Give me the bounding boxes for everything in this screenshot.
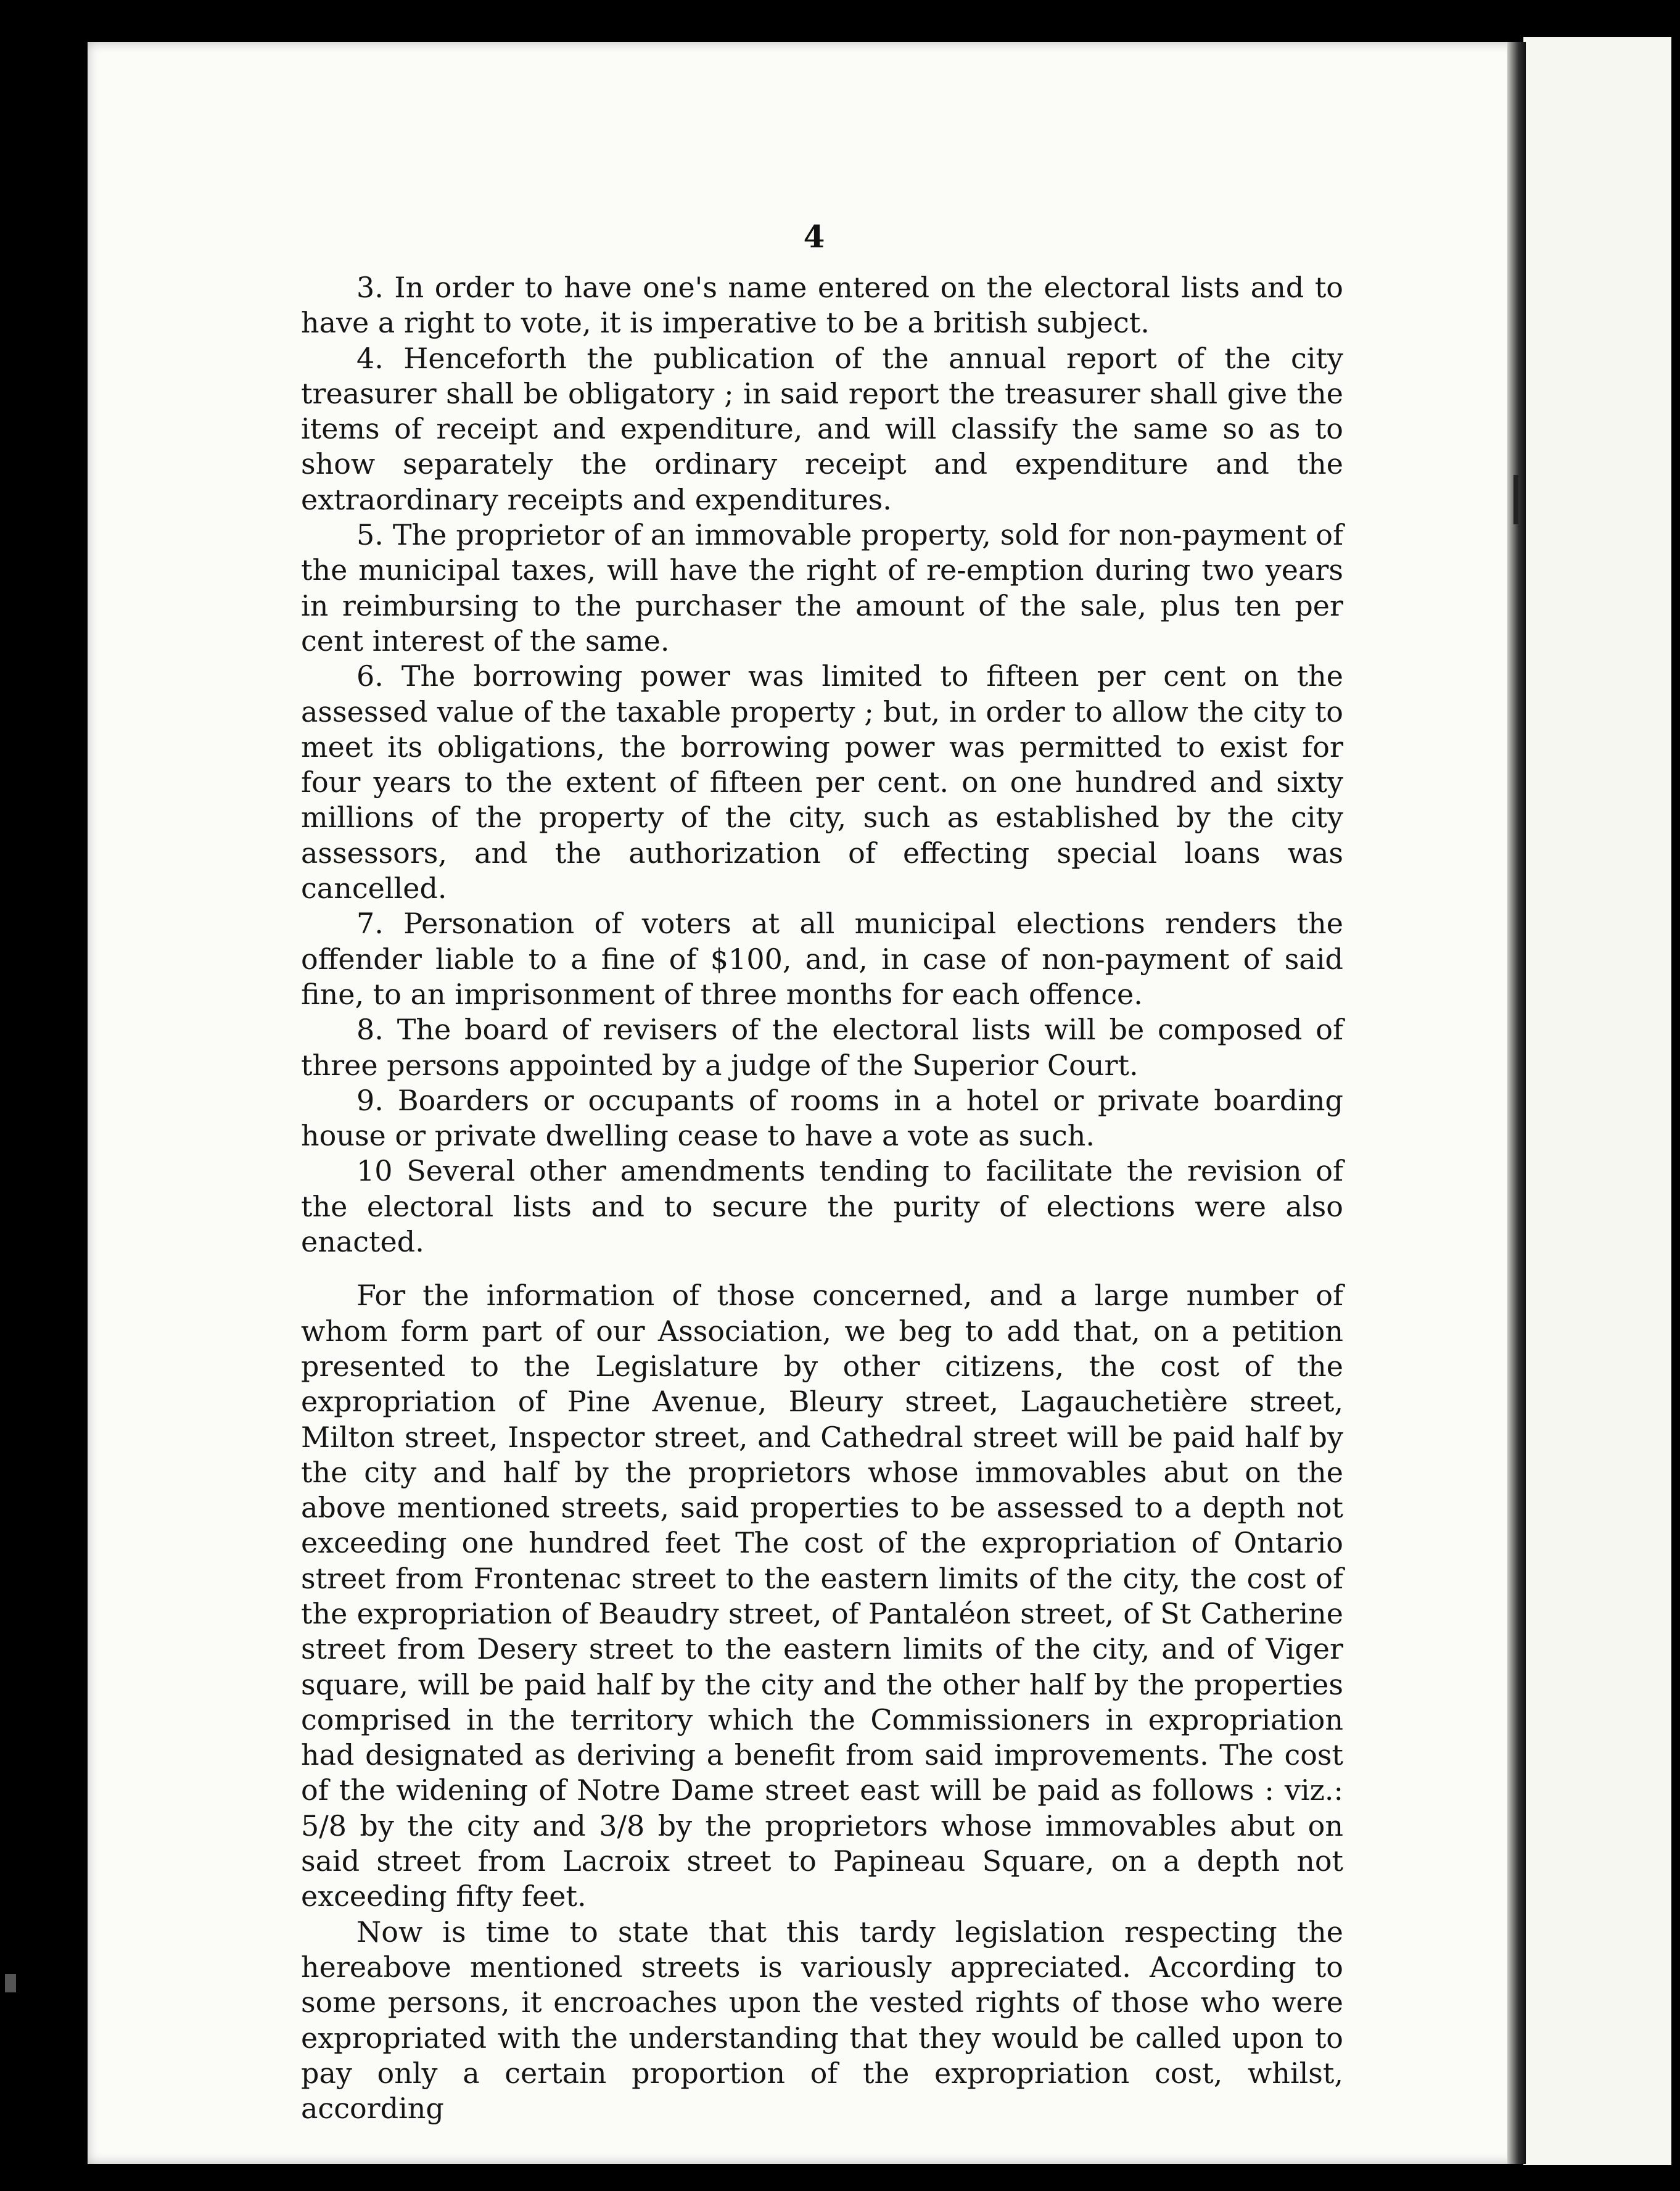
paragraph-item-5: 5. The proprietor of an immovable property, sold for non-payment of the municipal taxes, will have the right of re-emption during two years in reimbursing to the purchaser the amount of the sale, plus ten per cent interest of the same. [301, 518, 1343, 658]
paragraph-item-10: 10 Several other amendments tending to facilitate the revision of the electoral lists and to secure the purity of elections were also enacted. [301, 1154, 1343, 1259]
paragraph-item-7: 7. Personation of voters at all municipal elections renders the offender liable to a fine of $100, and, in case of non-payment of said fine, to an imprisonment of three months for each offence. [301, 907, 1343, 1011]
facing-page-edge [1523, 37, 1671, 2165]
paragraph-item-3: 3. In order to have one's name entered on the electoral lists and to have a right to vote, it is imperative to be a british subject. [301, 271, 1343, 340]
paragraph-legislation: Now is time to state that this tardy legislation respecting the hereabove mentioned streets is variously appreciated. According to some persons, it encroaches upon the vested rights of those who were expropriated with the understanding that they would be called upon to pay only a certain proportion of the expropriation cost, whilst, according [301, 1915, 1343, 2126]
scan-speck [5, 1974, 16, 1992]
paragraph-item-9: 9. Boarders or occupants of rooms in a hotel or private boarding house or private dwelling cease to have a vote as such. [301, 1083, 1343, 1153]
book-gutter [1507, 42, 1526, 2164]
gutter-mark [1513, 475, 1518, 524]
paragraph-item-6: 6. The borrowing power was limited to fifteen per cent on the assessed value of the taxable property ; but, in order to allow the city to meet its obligations, the borrowing power was permitted to exist for four years to the extent of fifteen per cent. on one hundred and sixty millions of the property of the city, such as established by the city assessors, and the authorization of effecting special loans was cancelled. [301, 659, 1343, 906]
paragraph-expropriation: For the information of those concerned, and a large number of whom form part of our Association, we beg to add that, on a petition presented to the Legislature by other citizens, the cost of the expropriation of Pine Avenue, Bleury street, Lagauchetière street, Milton street, Inspector street, and Cathedral street will be paid half by the city and half by the proprietors whose immovables abut on the above mentioned streets, said properties to be assessed to a depth not exceeding one hundred feet The cost of the expropriation of Ontario street from Frontenac street to the eastern limits of the city, the cost of the expropriation of Beaudry street, of Pantaléon street, of St Catherine street from Desery street to the eastern limits of the city, and of Viger square, will be paid half by the city and the other half by the properties comprised in the territory which the Commissioners in expropriation had designated as deriving a benefit from said improvements. The cost of the widening of Notre Dame street east will be paid as follows : viz.: 5/8 by the city and 3/8 by the proprietors whose immovables abut on said street from Lacroix street to Papineau Square, on a depth not exceeding fifty feet. [301, 1279, 1343, 1913]
body-text [301, 270, 1343, 2126]
paragraph-item-8: 8. The board of revisers of the electoral lists will be composed of three persons appointed by a judge of the Superior Court. [301, 1013, 1343, 1082]
paragraph-item-4: 4. Henceforth the publication of the annual report of the city treasurer shall be obligatory ; in said report the treasurer shall give the items of receipt and expenditure, and will classify the same so as to show separately the ordinary receipt and expenditure and the extraordinary receipts and expenditures. [301, 341, 1343, 516]
page-number: 4 [803, 218, 825, 255]
